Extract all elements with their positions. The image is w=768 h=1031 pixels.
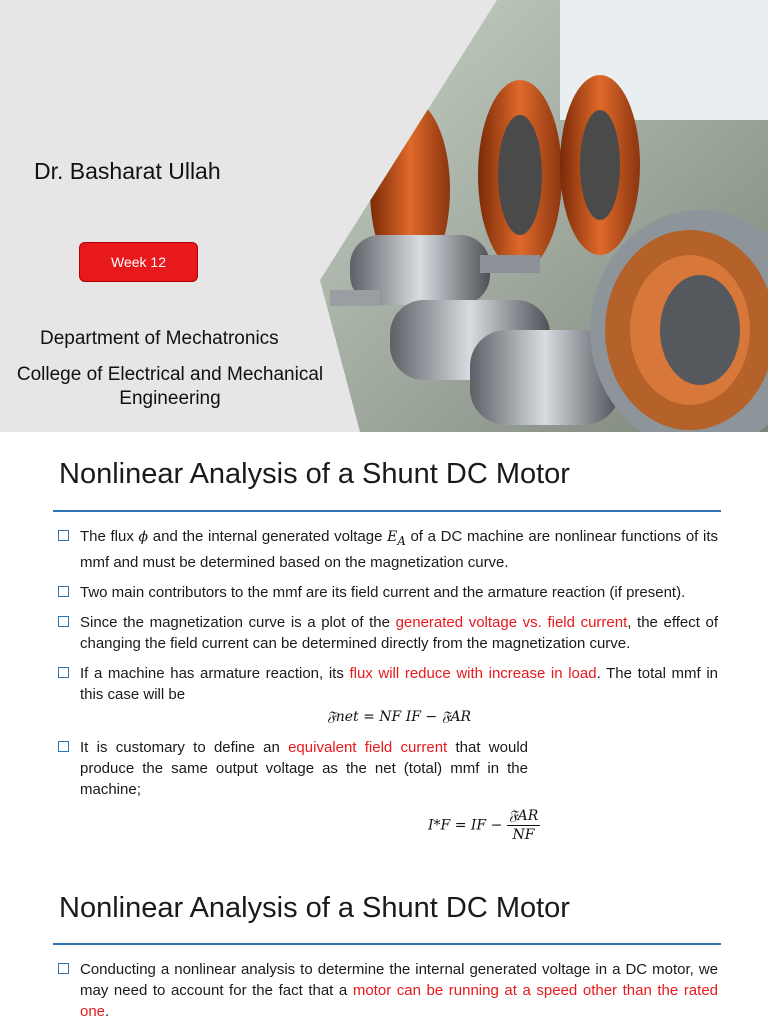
college-line-1: College of Electrical and Mechanical: [16, 364, 324, 385]
equivalent-field-current-equation: I*F = IF − $\frac{\text{𝔉AR}}{NF}$: [428, 808, 539, 843]
list-item: Since the magnetization curve is a plot of the generated voltage vs. field current, the effect of changing the field current can be determined directly from the magnetization curve.: [58, 612, 718, 654]
bullet-list: [58, 526, 718, 809]
list-item: It is customary to define an equivalent field current that would produce the same output voltage as the net (total) mmf in the machine;: [58, 737, 718, 800]
title-slide: [0, 0, 768, 432]
highlight-text: generated voltage vs. field current: [395, 613, 628, 631]
week-badge: Week 12: [79, 242, 198, 282]
list-item: If a machine has armature reaction, its flux will reduce with increase in load. The total mmf in this case will be 𝔉net = NF IF − 𝔉AR: [58, 663, 718, 728]
hollow-square-bullet-icon: [58, 530, 69, 541]
voltage-symbol: $E_A$: [387, 529, 406, 548]
bullet-list: [58, 959, 718, 1031]
content-slide-2: [0, 866, 768, 1024]
highlight-text: equivalent field current: [288, 738, 448, 756]
list-item: Conducting a nonlinear analysis to determine the internal generated voltage in a DC motor, we may need to account for the fact that a motor can be running at a speed other than the rated one.: [58, 959, 718, 1022]
hollow-square-bullet-icon: [58, 963, 69, 974]
department-name: Department of Mechatronics: [40, 328, 279, 349]
highlight-text: motor can be running at a speed other than the rated one: [80, 982, 719, 1020]
highlight-text: flux will reduce with increase in load: [349, 664, 597, 682]
flux-symbol: ϕ: [138, 529, 149, 545]
slide-title: Nonlinear Analysis of a Shunt DC Motor: [59, 892, 570, 924]
college-name: [0, 363, 340, 411]
fraction: $\frac{\text{𝔉AR}}{NF}$: [508, 808, 539, 843]
title-divider: [53, 510, 721, 512]
hollow-square-bullet-icon: [58, 667, 69, 678]
title-divider: [53, 943, 721, 945]
net-mmf-equation: 𝔉net = NF IF − 𝔉AR: [326, 708, 472, 725]
hollow-square-bullet-icon: [58, 741, 69, 752]
hollow-square-bullet-icon: [58, 586, 69, 597]
list-item: Two main contributors to the mmf are its field current and the armature reaction (if present).: [58, 582, 718, 603]
college-line-2: Engineering: [119, 388, 221, 409]
slide-title: Nonlinear Analysis of a Shunt DC Motor: [59, 458, 570, 490]
list-item: The flux ϕ and the internal generated voltage $E_A$ of a DC machine are nonlinear functions of its mmf and must be determined based on the magnetization curve.: [58, 526, 718, 573]
author-name: Dr. Basharat Ullah: [34, 158, 221, 184]
hollow-square-bullet-icon: [58, 616, 69, 627]
content-slide-1: [0, 432, 768, 866]
